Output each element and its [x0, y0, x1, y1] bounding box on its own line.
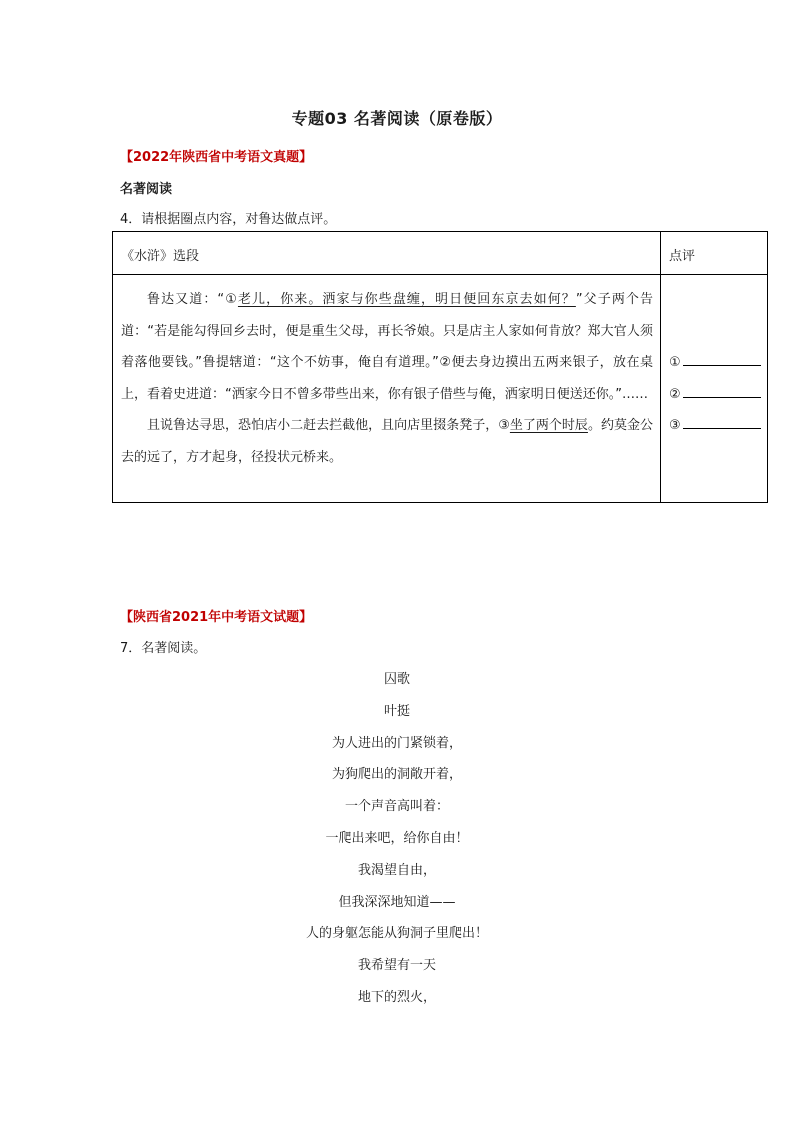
excerpt-paragraph-1 [121, 284, 653, 410]
section-label-2021: 【陕西省2021年中考语文试题】 [120, 610, 313, 625]
answer-line [683, 416, 761, 429]
poem-line: 我希望有一天 [357, 958, 436, 974]
poem-author: 叶挺 [383, 703, 410, 719]
circled-excerpt-1: 老儿，你来。洒家与你些盘缠，明日便回东京去如何？ [237, 292, 576, 307]
document-title: 专题03 名著阅读（原卷版） [291, 109, 503, 128]
comment-blank-3[interactable] [669, 410, 761, 442]
section-label-2022: 【2022年陕西省中考语文真题】 [120, 150, 313, 165]
comment-blanks [669, 347, 761, 442]
comment-blank-2[interactable] [669, 379, 761, 411]
excerpt-text: 鲁达又道：“① [147, 292, 238, 307]
excerpt-passage [121, 284, 653, 473]
poem-line: 我渴望自由， [357, 862, 436, 878]
comment-blank-1[interactable] [669, 347, 761, 379]
blank-marker: ③ [669, 418, 681, 433]
blank-marker: ① [669, 355, 681, 370]
table-header-comment: 点评 [669, 249, 696, 264]
excerpt-paragraph-2 [121, 410, 653, 473]
answer-line [683, 353, 761, 366]
answer-line [683, 385, 761, 398]
poem-line: 人的身躯怎能从狗洞子里爬出！ [305, 926, 488, 942]
table-header-excerpt: 《水浒》选段 [121, 249, 200, 264]
poem-line: 但我深深地知道—— [338, 894, 456, 910]
blank-marker: ② [669, 386, 681, 402]
poem [0, 664, 794, 1014]
poem-line: 一爬出来吧，给你自由！ [325, 830, 469, 846]
review-table [112, 231, 768, 503]
poem-line: 为人进出的门紧锁着， [331, 735, 462, 751]
table-row-divider [113, 274, 767, 275]
excerpt-text: 且说鲁达寻思，恐怕店小二赶去拦截他，且向店里掇条凳子，③ [147, 418, 510, 433]
table-column-divider [660, 232, 661, 502]
poem-line: 一个声音高叫着： [344, 799, 449, 815]
section-heading: 名著阅读 [120, 182, 173, 197]
poem-line: 地下的烈火， [357, 989, 436, 1005]
poem-title: 囚歌 [383, 672, 410, 687]
question-4: 4．请根据圈点内容，对鲁达做点评。 [120, 212, 337, 227]
excerpt-text: ”父子两个告道：“若是能勾得回乡去时，便是重生父母，再长爷娘。只是店主人家如何肯放？郑大官人须着落他要钱。”鲁提辖道：“这个不妨事，俺自有道理。”②便去身边摸出五两来银子，放在桌上，看着史进道：“洒家今日不曾多带些出来，你有银子借些与俺，洒家明日便送还你。”…… [121, 292, 653, 402]
circled-excerpt-3: 坐了两个时辰 [509, 418, 588, 433]
question-7: 7．名著阅读。 [120, 641, 207, 656]
excerpt-text: 。约莫金公去的远了，方才起身，径投状元桥来。 [121, 418, 653, 465]
poem-line: 为狗爬出的洞敞开着， [331, 767, 462, 783]
